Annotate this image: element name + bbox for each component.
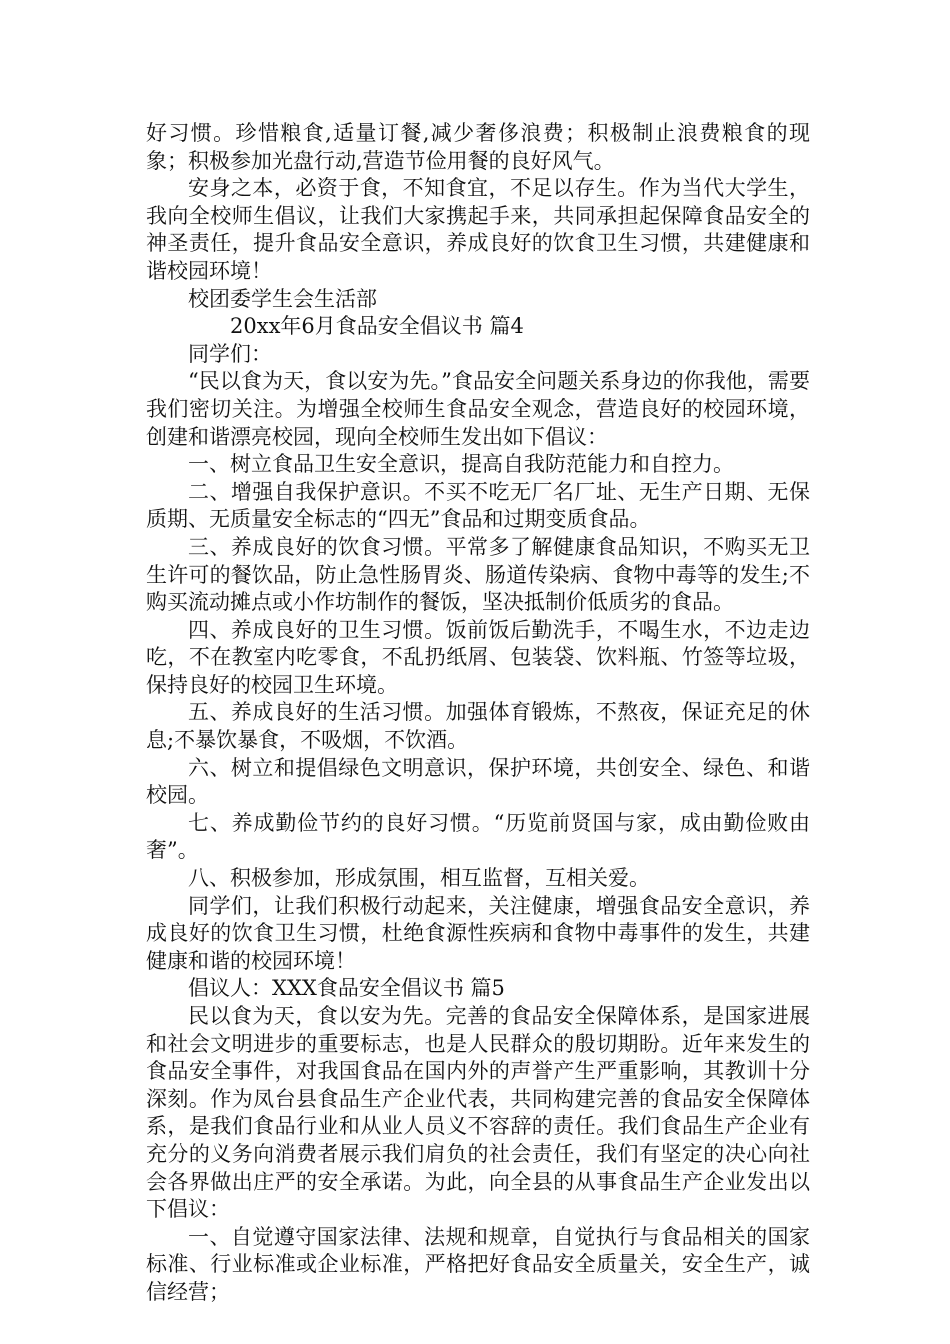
paragraph: 安身之本，必资于食，不知食宜，不足以存生。作为当代大学生，我向全校师生倡议，让我们大家携起手来，共同承担起保障食品安全的神圣责任，提升食品安全意识，养成良好的饮食卫生习惯，共建健康和谐校园环境！: [146, 176, 810, 283]
list-item: 七、养成勤俭节约的良好习惯。“历览前贤国与家，成由勤俭败由奢”。: [146, 810, 810, 863]
salutation: 同学们：: [188, 341, 272, 366]
section-title: 20xx年6月食品安全倡议书 篇4: [230, 314, 524, 339]
list-item: 三、养成良好的饮食习惯。平常多了解健康食品知识，不购买无卫生许可的餐饮品，防止急性肠胃炎、肠道传染病、食物中毒等的发生;不购买流动摊点或小作坊制作的餐饭，坚决抵制价低质劣的食品。: [146, 534, 810, 615]
document-page: [146, 120, 810, 1307]
list-item: 二、增强自我保护意识。不买不吃无厂名厂址、无生产日期、无保质期、无质量安全标志的“四无”食品和过期变质食品。: [146, 479, 810, 532]
paragraph: 同学们，让我们积极行动起来，关注健康，增强食品安全意识，养成良好的饮食卫生习惯，杜绝食源性疾病和食物中毒事件的发生，共建健康和谐的校园环境！: [146, 893, 810, 973]
list-item: 八、积极参加，形成氛围，相互监督，互相关爱。: [188, 866, 650, 891]
paragraph: “民以食为天，食以安为先。”食品安全问题关系身边的你我他，需要我们密切关注。为增强全校师生食品安全观念，营造良好的校园环境，创建和谐漂亮校园，现向全校师生发出如下倡议：: [146, 369, 810, 449]
paragraph: 好习惯。珍惜粮食,适量订餐,减少奢侈浪费；积极制止浪费粮食的现象；积极参加光盘行动,营造节俭用餐的良好风气。: [146, 121, 810, 173]
list-item: 一、自觉遵守国家法律、法规和规章，自觉执行与食品相关的国家标准、行业标准或企业标准，严格把好食品安全质量关，安全生产，诚信经营；: [146, 1224, 810, 1304]
signature-line: 校团委学生会生活部: [188, 286, 377, 311]
list-item: 五、养成良好的生活习惯。加强体育锻炼，不熬夜，保证充足的休息;不暴饮暴食，不吸烟，不饮酒。: [146, 700, 810, 753]
paragraph: 民以食为天，食以安为先。完善的食品安全保障体系，是国家进展和社会文明进步的重要标志，也是人民群众的殷切期盼。近年来发生的食品安全事件，对我国食品在国内外的声誉产生严重影响，其教训十分深刻。作为凤台县食品生产企业代表，共同构建完善的食品安全保障体系，是我们食品行业和从业人员义不容辞的责任。我们食品生产企业有充分的义务向消费者展示我们肩负的社会责任，我们有坚定的决心向社会各界做出庄严的安全承诺。为此，向全县的从事食品生产企业发出以下倡议：: [146, 1004, 810, 1222]
list-item: 六、树立和提倡绿色文明意识，保护环境，共创安全、绿色、和谐校园。: [146, 755, 810, 808]
section-title: 倡议人：XXX食品安全倡议书 篇5: [188, 976, 505, 1001]
list-item: 一、树立食品卫生安全意识，提高自我防范能力和自控力。: [188, 452, 734, 477]
list-item: 四、养成良好的卫生习惯。饭前饭后勤洗手，不喝生水，不边走边吃，不在教室内吃零食，不乱扔纸屑、包装袋、饮料瓶、竹签等垃圾，保持良好的校园卫生环境。: [146, 617, 810, 697]
